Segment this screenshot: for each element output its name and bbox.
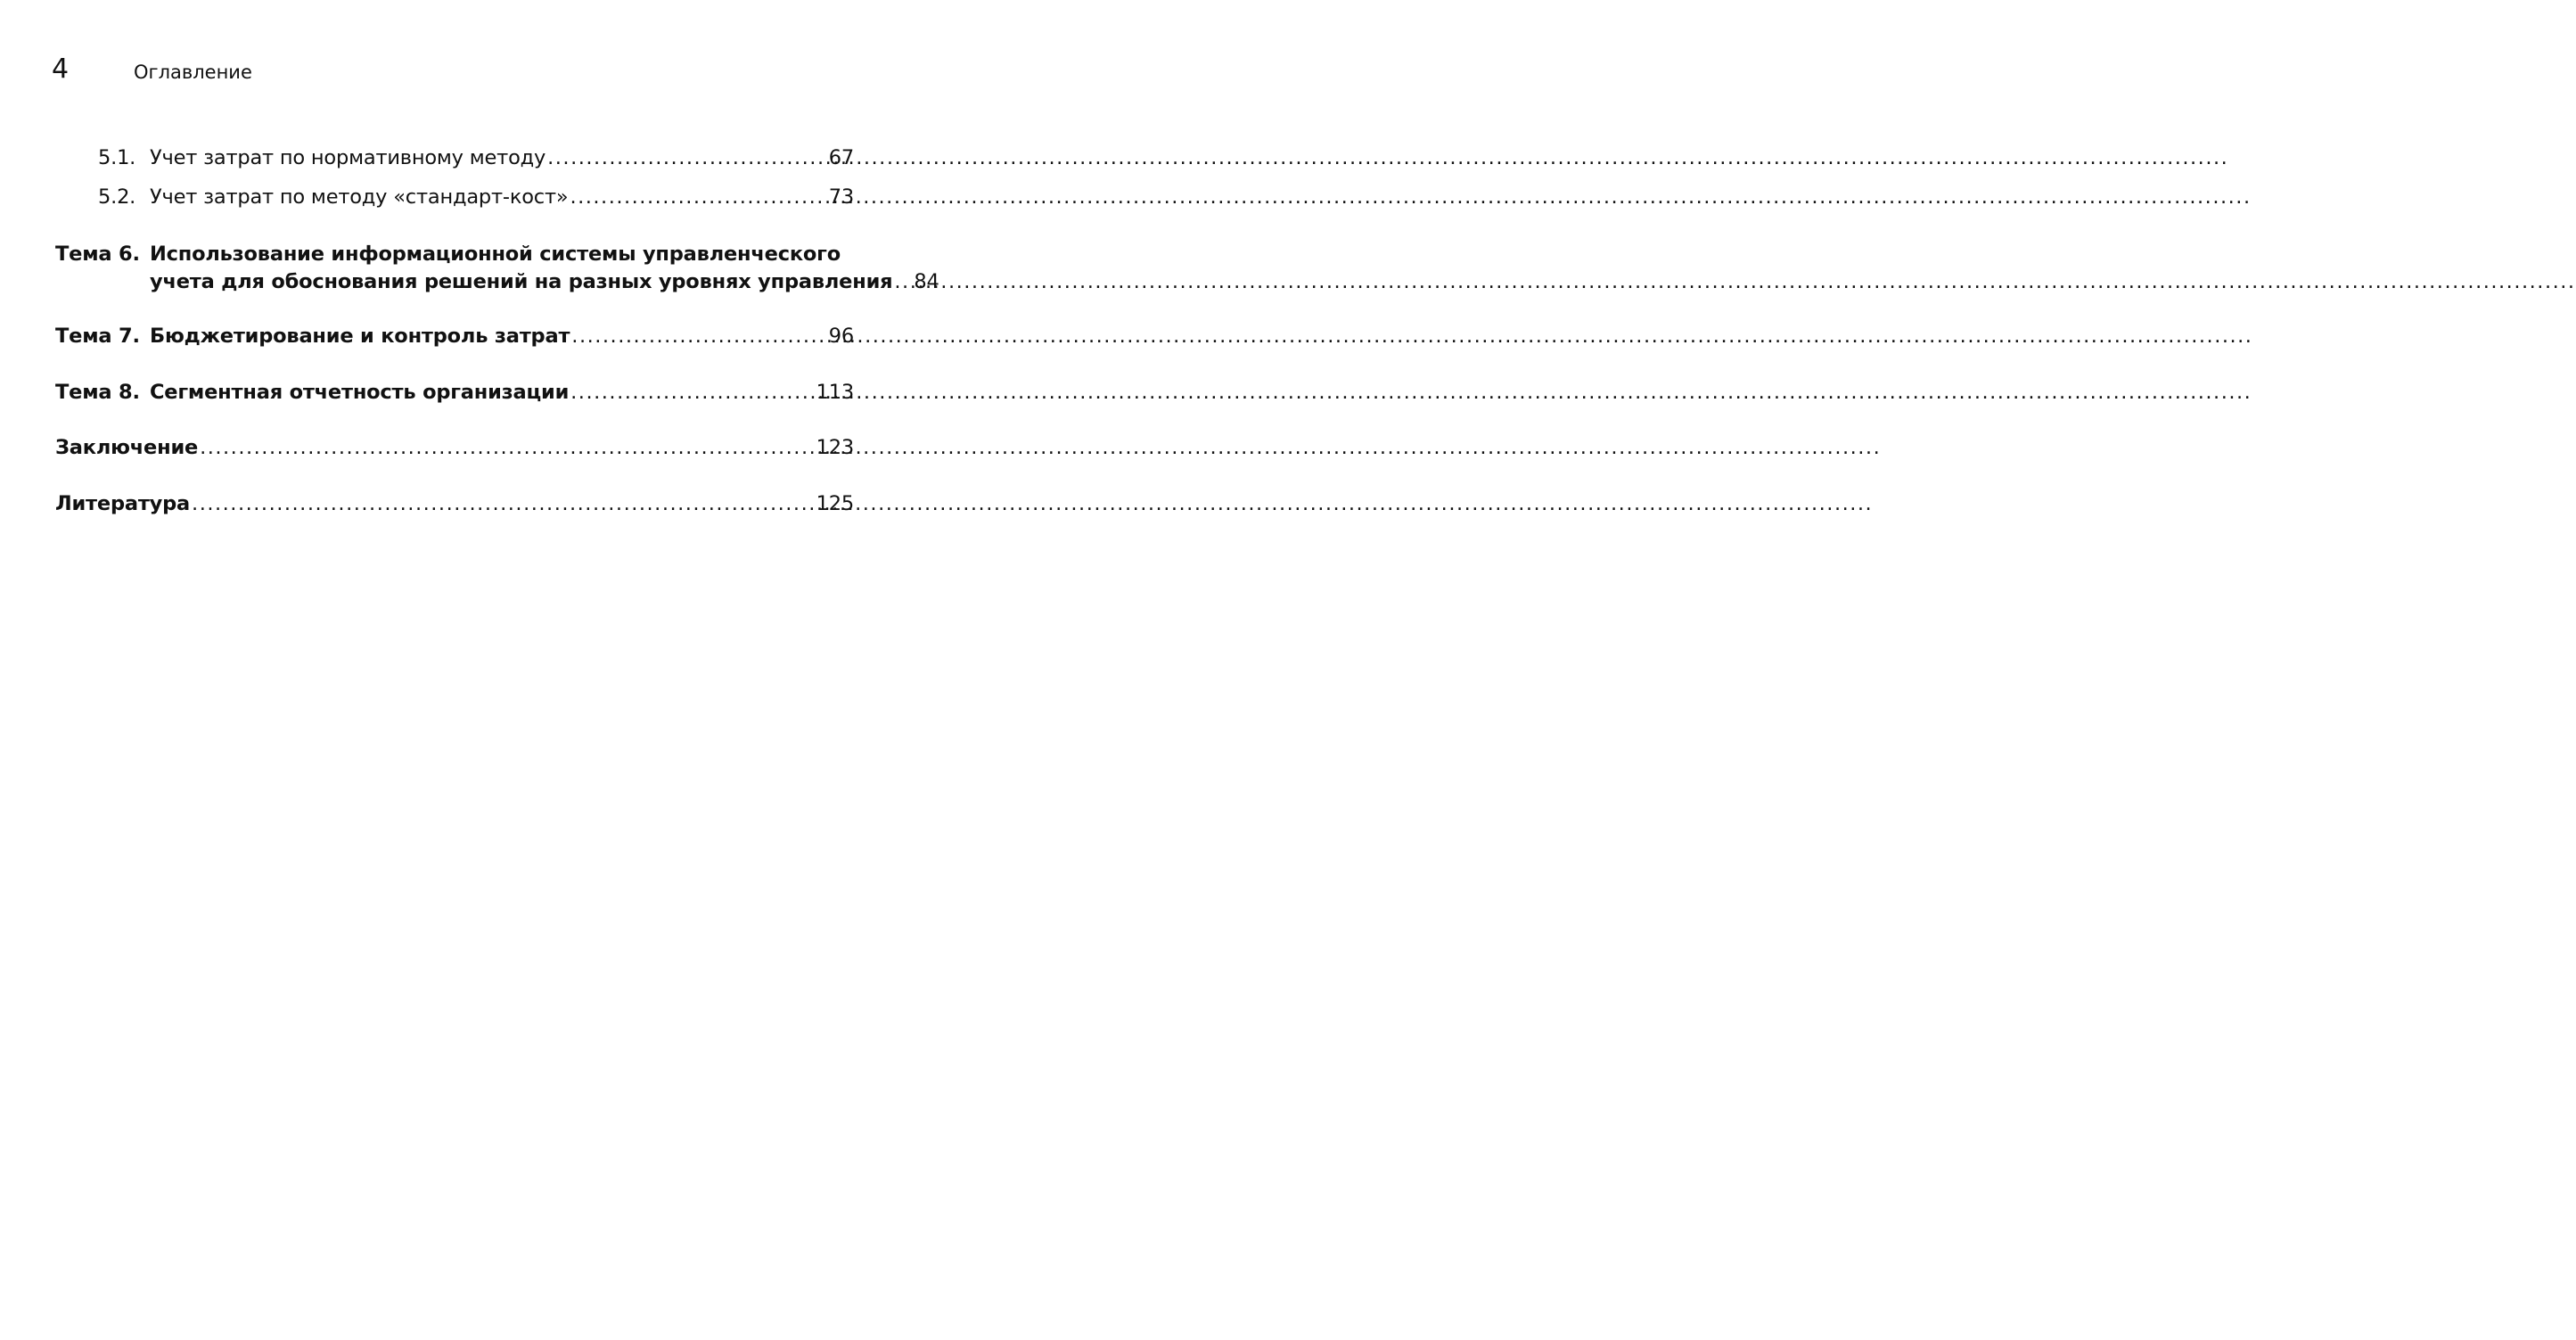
toc-entry-literature — [55, 490, 854, 518]
toc-entry-number: Тема 6. — [55, 243, 140, 266]
toc-entry-topic-7 — [55, 323, 854, 350]
toc-entry-body — [55, 434, 854, 462]
toc-dot-leader — [570, 379, 814, 407]
toc-entry-body — [150, 144, 854, 172]
toc-dot-leader — [894, 268, 912, 296]
toc-entry-page: 113 — [816, 381, 854, 404]
toc-entry-page: 73 — [828, 185, 854, 209]
toc-entry-page: 125 — [816, 492, 854, 515]
toc-entry-body — [150, 379, 854, 407]
toc-entry-title: Заключение — [55, 436, 199, 459]
toc-entry-page: 67 — [828, 146, 854, 169]
toc-entry-page: 84 — [914, 270, 939, 293]
toc-entry-title: Бюджетирование и контроль затрат — [150, 325, 570, 348]
toc-entry-5-2 — [55, 184, 854, 211]
toc-entry-number: Тема 7. — [55, 325, 140, 348]
toc-dot-leader — [547, 144, 827, 172]
toc-entry-title-line1: Использование информационной системы управленческого — [150, 243, 841, 266]
toc-entry-page: 123 — [816, 436, 854, 459]
running-header: Оглавление — [134, 62, 252, 83]
toc-entry-5-1 — [55, 144, 854, 172]
toc-entry-body — [150, 323, 854, 350]
toc-entry-number: 5.2. — [98, 185, 136, 209]
toc-entry-conclusion — [55, 434, 854, 462]
toc-entry-title: Учет затрат по методу «стандарт-кост» — [150, 185, 569, 209]
toc-entry-number: Тема 8. — [55, 381, 140, 404]
page-number: 4 — [52, 53, 70, 85]
toc-entry-title: Сегментная отчетность организации — [150, 381, 570, 404]
toc-dot-leader — [571, 323, 826, 350]
toc-entry-topic-6 — [55, 241, 939, 296]
toc-entry-title-line2: учета для обоснования решений на разных уровнях управления — [150, 270, 893, 293]
toc-entry-title: Литература — [55, 492, 191, 515]
toc-entry-body — [150, 184, 854, 211]
toc-entry-page: 96 — [828, 325, 854, 348]
toc-dot-leader — [200, 434, 815, 462]
toc-dot-leader — [570, 184, 826, 211]
toc-entry-number: 5.1. — [98, 146, 136, 169]
toc-dot-leader — [192, 490, 815, 518]
toc-entry-body — [55, 490, 854, 518]
toc-entry-topic-8 — [55, 379, 854, 407]
toc-entry-body — [150, 241, 939, 296]
toc-entry-title: Учет затрат по нормативному методу — [150, 146, 546, 169]
